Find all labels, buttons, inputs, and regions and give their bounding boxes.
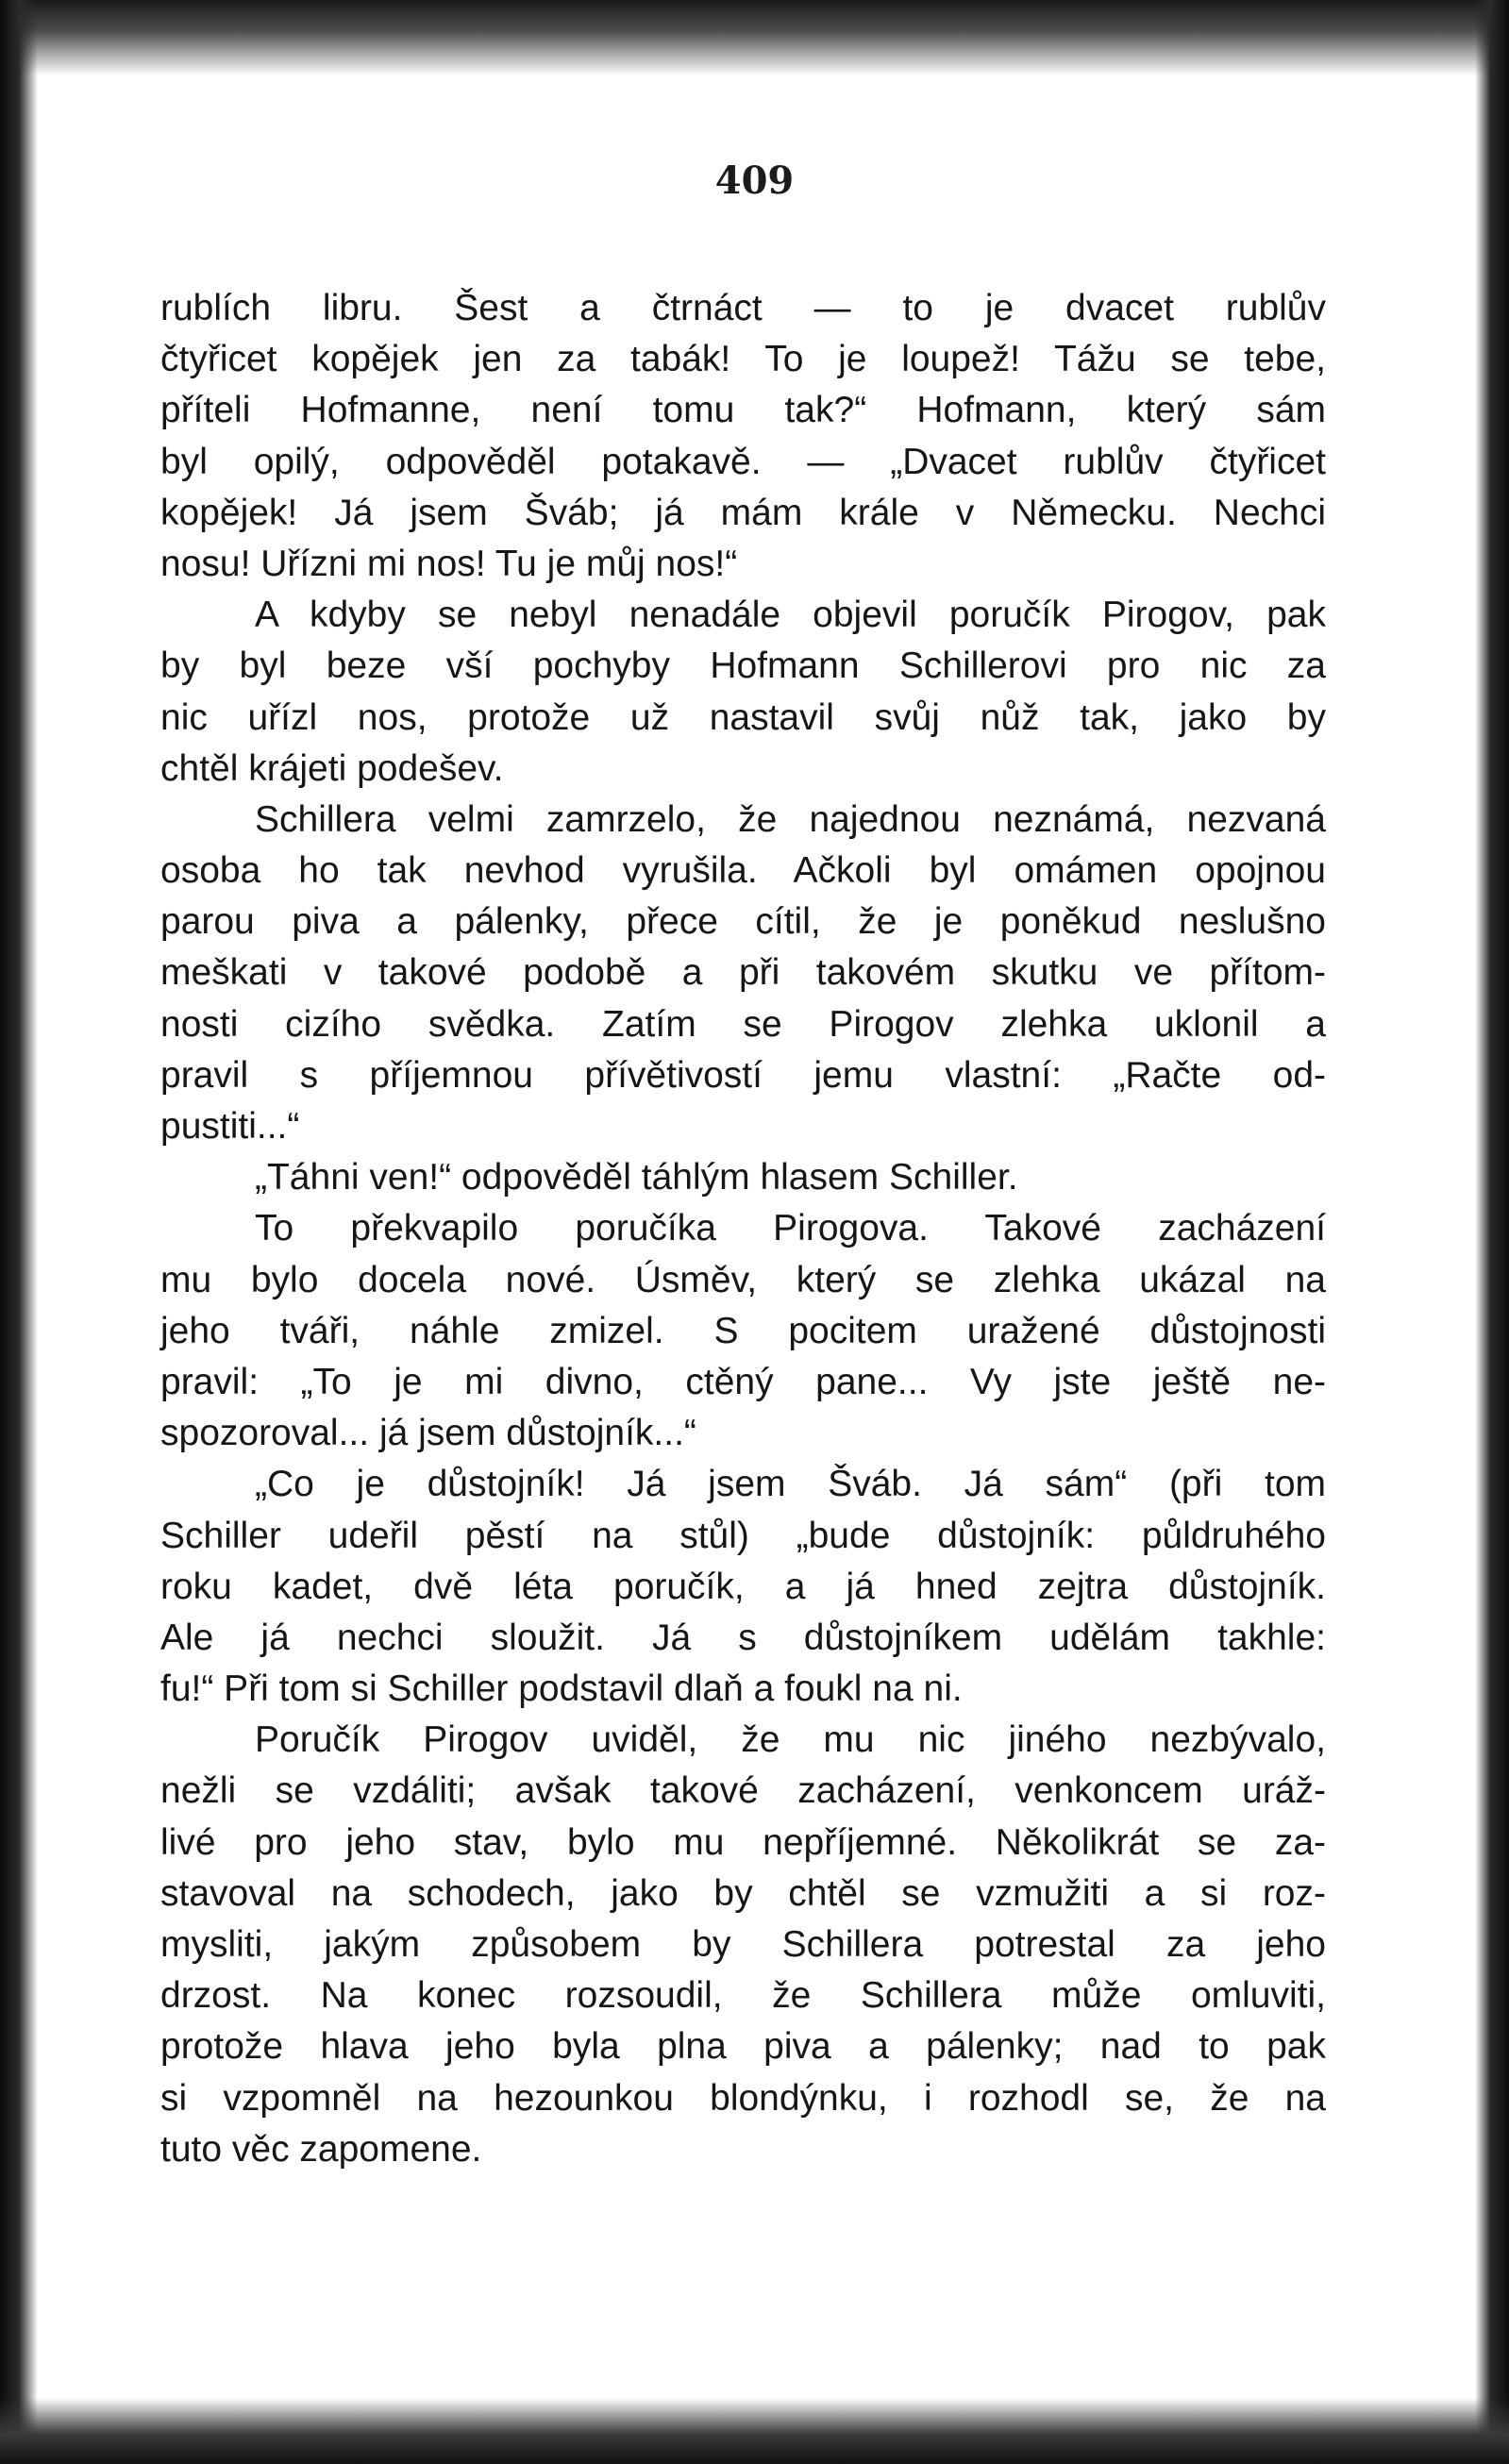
text-line: pustiti...“ [160, 1106, 300, 1147]
text-line: nosti cizího svědka. Zatím se Pirogov zlehka uklonil a [160, 1003, 1326, 1045]
body-text [160, 283, 1326, 2175]
text-line: pravil s příjemnou přívětivostí jemu vlastní: „Račte od- [160, 1054, 1326, 1096]
text-line: příteli Hofmanne, není tomu tak?“ Hofmann, který sám [160, 390, 1326, 431]
text-line: pravil: „To je mi divno, ctěný pane... Vy jste ještě ne- [160, 1361, 1326, 1402]
text-line: Schillera velmi zamrzelo, že najednou neznámá, nezvaná [255, 798, 1326, 840]
page-number: 409 [714, 159, 795, 203]
text-line: mysliti, jakým způsobem by Schillera potrestal za jeho [160, 1924, 1326, 1965]
text-line: byl opilý, odpověděl potakavě. — „Dvacet rublův čtyřicet [160, 441, 1326, 482]
text-line: rublích libru. Šest a čtrnáct — to je dvacet rublův [160, 288, 1326, 328]
scan-edge-left [0, 0, 38, 2464]
text-line: kopějek! Já jsem Šváb; já mám krále v Německu. Nechci [160, 492, 1326, 533]
text-line: drzost. Na konec rozsoudil, že Schillera může omluviti, [160, 1975, 1326, 2017]
text-line: osoba ho tak nevhod vyrušila. Ačkoli byl omámen opojnou [160, 850, 1326, 892]
text-line: parou piva a pálenky, přece cítil, že je poněkud neslušno [160, 901, 1326, 943]
text-line: roku kadet, dvě léta poručík, a já hned zejtra důstojník. [160, 1566, 1326, 1607]
text-line: spozoroval... já jsem důstojník...“ [160, 1413, 696, 1454]
text-line: nosu! Uřízni mi nos! Tu je můj nos!“ [160, 543, 738, 584]
text-line: chtěl krájeti podešev. [160, 747, 504, 789]
text-line: nežli se vzdáliti; avšak takové zacházení, venkoncem uráž- [160, 1770, 1326, 1812]
scan-edge-top [0, 0, 1509, 75]
text-line: by byl beze vší pochyby Hofmann Schillerovi pro nic za [160, 645, 1326, 687]
text-line: nic uřízl nos, protože už nastavil svůj nůž tak, jako by [160, 696, 1326, 738]
text-line: tuto věc zapomene. [160, 2128, 482, 2170]
scan-edge-bottom [0, 2398, 1509, 2464]
text-line: livé pro jeho stav, bylo mu nepříjemné. Několikrát se za- [160, 1821, 1326, 1863]
text-line: meškati v takové podobě a při takovém skutku ve přítom- [160, 952, 1326, 994]
text-line: Schiller udeřil pěstí na stůl) „bude důstojník: půldruhého [160, 1515, 1326, 1556]
text-line: stavoval na schodech, jako by chtěl se vzmužiti a si roz- [160, 1872, 1326, 1914]
text-line: Ale já nechci sloužit. Já s důstojníkem udělám takhle: [160, 1617, 1326, 1658]
text-line: „Táhni ven!“ odpověděl táhlým hlasem Schiller. [255, 1157, 1018, 1198]
text-line: jeho tváři, náhle zmizel. S pocitem uražené důstojnosti [160, 1310, 1326, 1351]
scan-edge-right [1475, 0, 1509, 2464]
text-line: čtyřicet kopějek jen za tabák! To je loupež! Tážu se tebe, [160, 339, 1326, 380]
text-line: protože hlava jeho byla plna piva a pálenky; nad to pak [160, 2026, 1326, 2068]
text-line: „Co je důstojník! Já jsem Šváb. Já sám“ (při tom [255, 1464, 1326, 1505]
text-line: fu!“ Při tom si Schiller podstavil dlaň a foukl na ni. [160, 1668, 963, 1710]
text-line: mu bylo docela nové. Úsměv, který se zlehka ukázal na [160, 1259, 1326, 1300]
text-line: Poručík Pirogov uviděl, že mu nic jiného nezbývalo, [255, 1719, 1326, 1761]
text-line: To překvapilo poručíka Pirogova. Takové zacházení [255, 1208, 1326, 1249]
text-line: si vzpomněl na hezounkou blondýnku, i rozhodl se, že na [160, 2077, 1326, 2119]
text-line: A kdyby se nebyl nenadále objevil poručík Pirogov, pak [255, 595, 1326, 636]
